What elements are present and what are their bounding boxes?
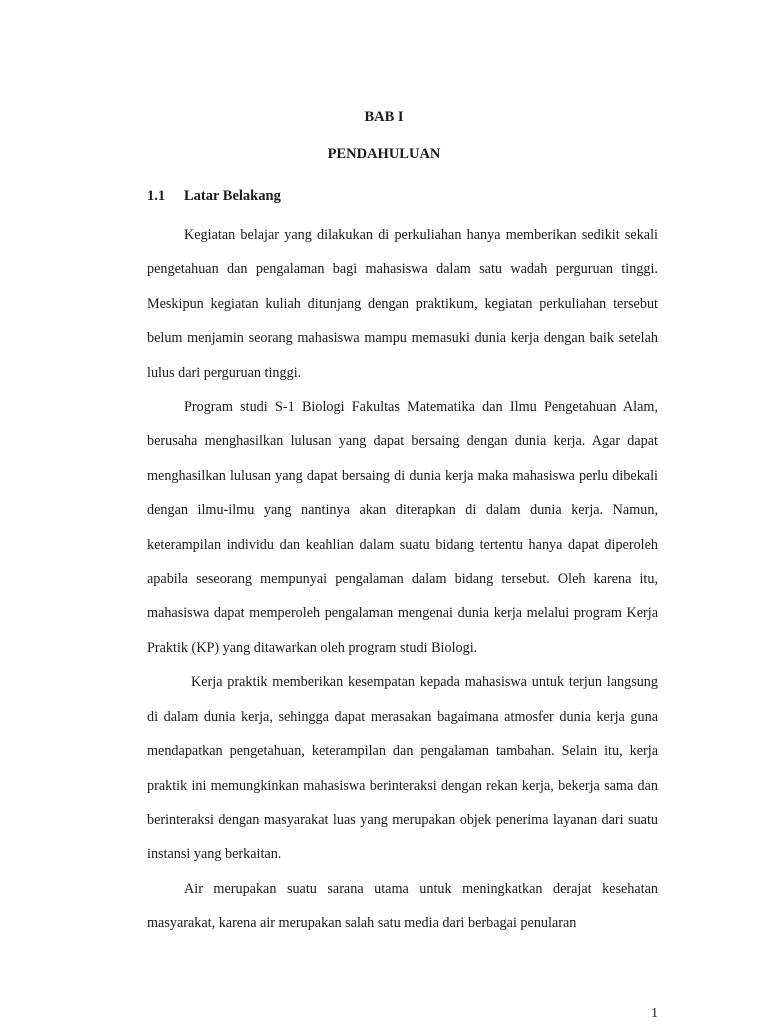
paragraph-2: Program studi S-1 Biologi Fakultas Matematika dan Ilmu Pengetahuan Alam, berusaha menghasilkan lulusan yang dapat bersaing dengan dunia kerja. Agar dapat menghasilkan lulusan yang dapat bersaing di dunia kerja maka mahasiswa perlu dibekali dengan ilmu-ilmu yang nantinya akan diterapkan di dalam dunia kerja. Namun, keterampilan individu dan keahlian dalam suatu bidang tertentu hanya dapat diperoleh apabila seseorang mempunyai pengalaman dalam bidang tersebut. Oleh karena itu, mahasiswa dapat memperoleh pengalaman mengenai dunia kerja melalui program Kerja Praktik (KP) yang ditawarkan oleh program studi Biologi. — [147, 399, 658, 656]
section-title: Latar Belakang — [184, 188, 281, 204]
paragraph-4: Air merupakan suatu sarana utama untuk meningkatkan derajat kesehatan masyarakat, karena air merupakan salah satu media dari berbagai penularan — [147, 880, 658, 932]
paragraph-1: Kegiatan belajar yang dilakukan di perkuliahan hanya memberikan sedikit sekali pengetahuan dan pengalaman bagi mahasiswa dalam satu wadah perguruan tinggi. Meskipun kegiatan kuliah ditunjang dengan praktikum, kegiatan perkuliahan tersebut belum menjamin seorang mahasiswa mampu memasuki dunia kerja dengan baik setelah lulus dari perguruan tinggi. — [147, 227, 658, 381]
page-number: 1 — [651, 1006, 658, 1021]
body-text — [147, 218, 658, 941]
section-number: 1.1 — [147, 188, 166, 204]
paragraph-3: Kerja praktik memberikan kesempatan kepada mahasiswa untuk terjun langsung di dalam dunia kerja, sehingga dapat merasakan bagaimana atmosfer dunia kerja guna mendapatkan pengetahuan, keterampilan dan pengalaman tambahan. Selain itu, kerja praktik ini memungkinkan mahasiswa berinteraksi dengan rekan kerja, bekerja sama dan berinteraksi dengan masyarakat luas yang merupakan objek penerima layanan dari suatu instansi yang berkaitan. — [147, 674, 658, 863]
chapter-title: PENDAHULUAN — [327, 146, 441, 162]
section-heading — [147, 188, 281, 205]
chapter-label: BAB I — [364, 109, 404, 125]
